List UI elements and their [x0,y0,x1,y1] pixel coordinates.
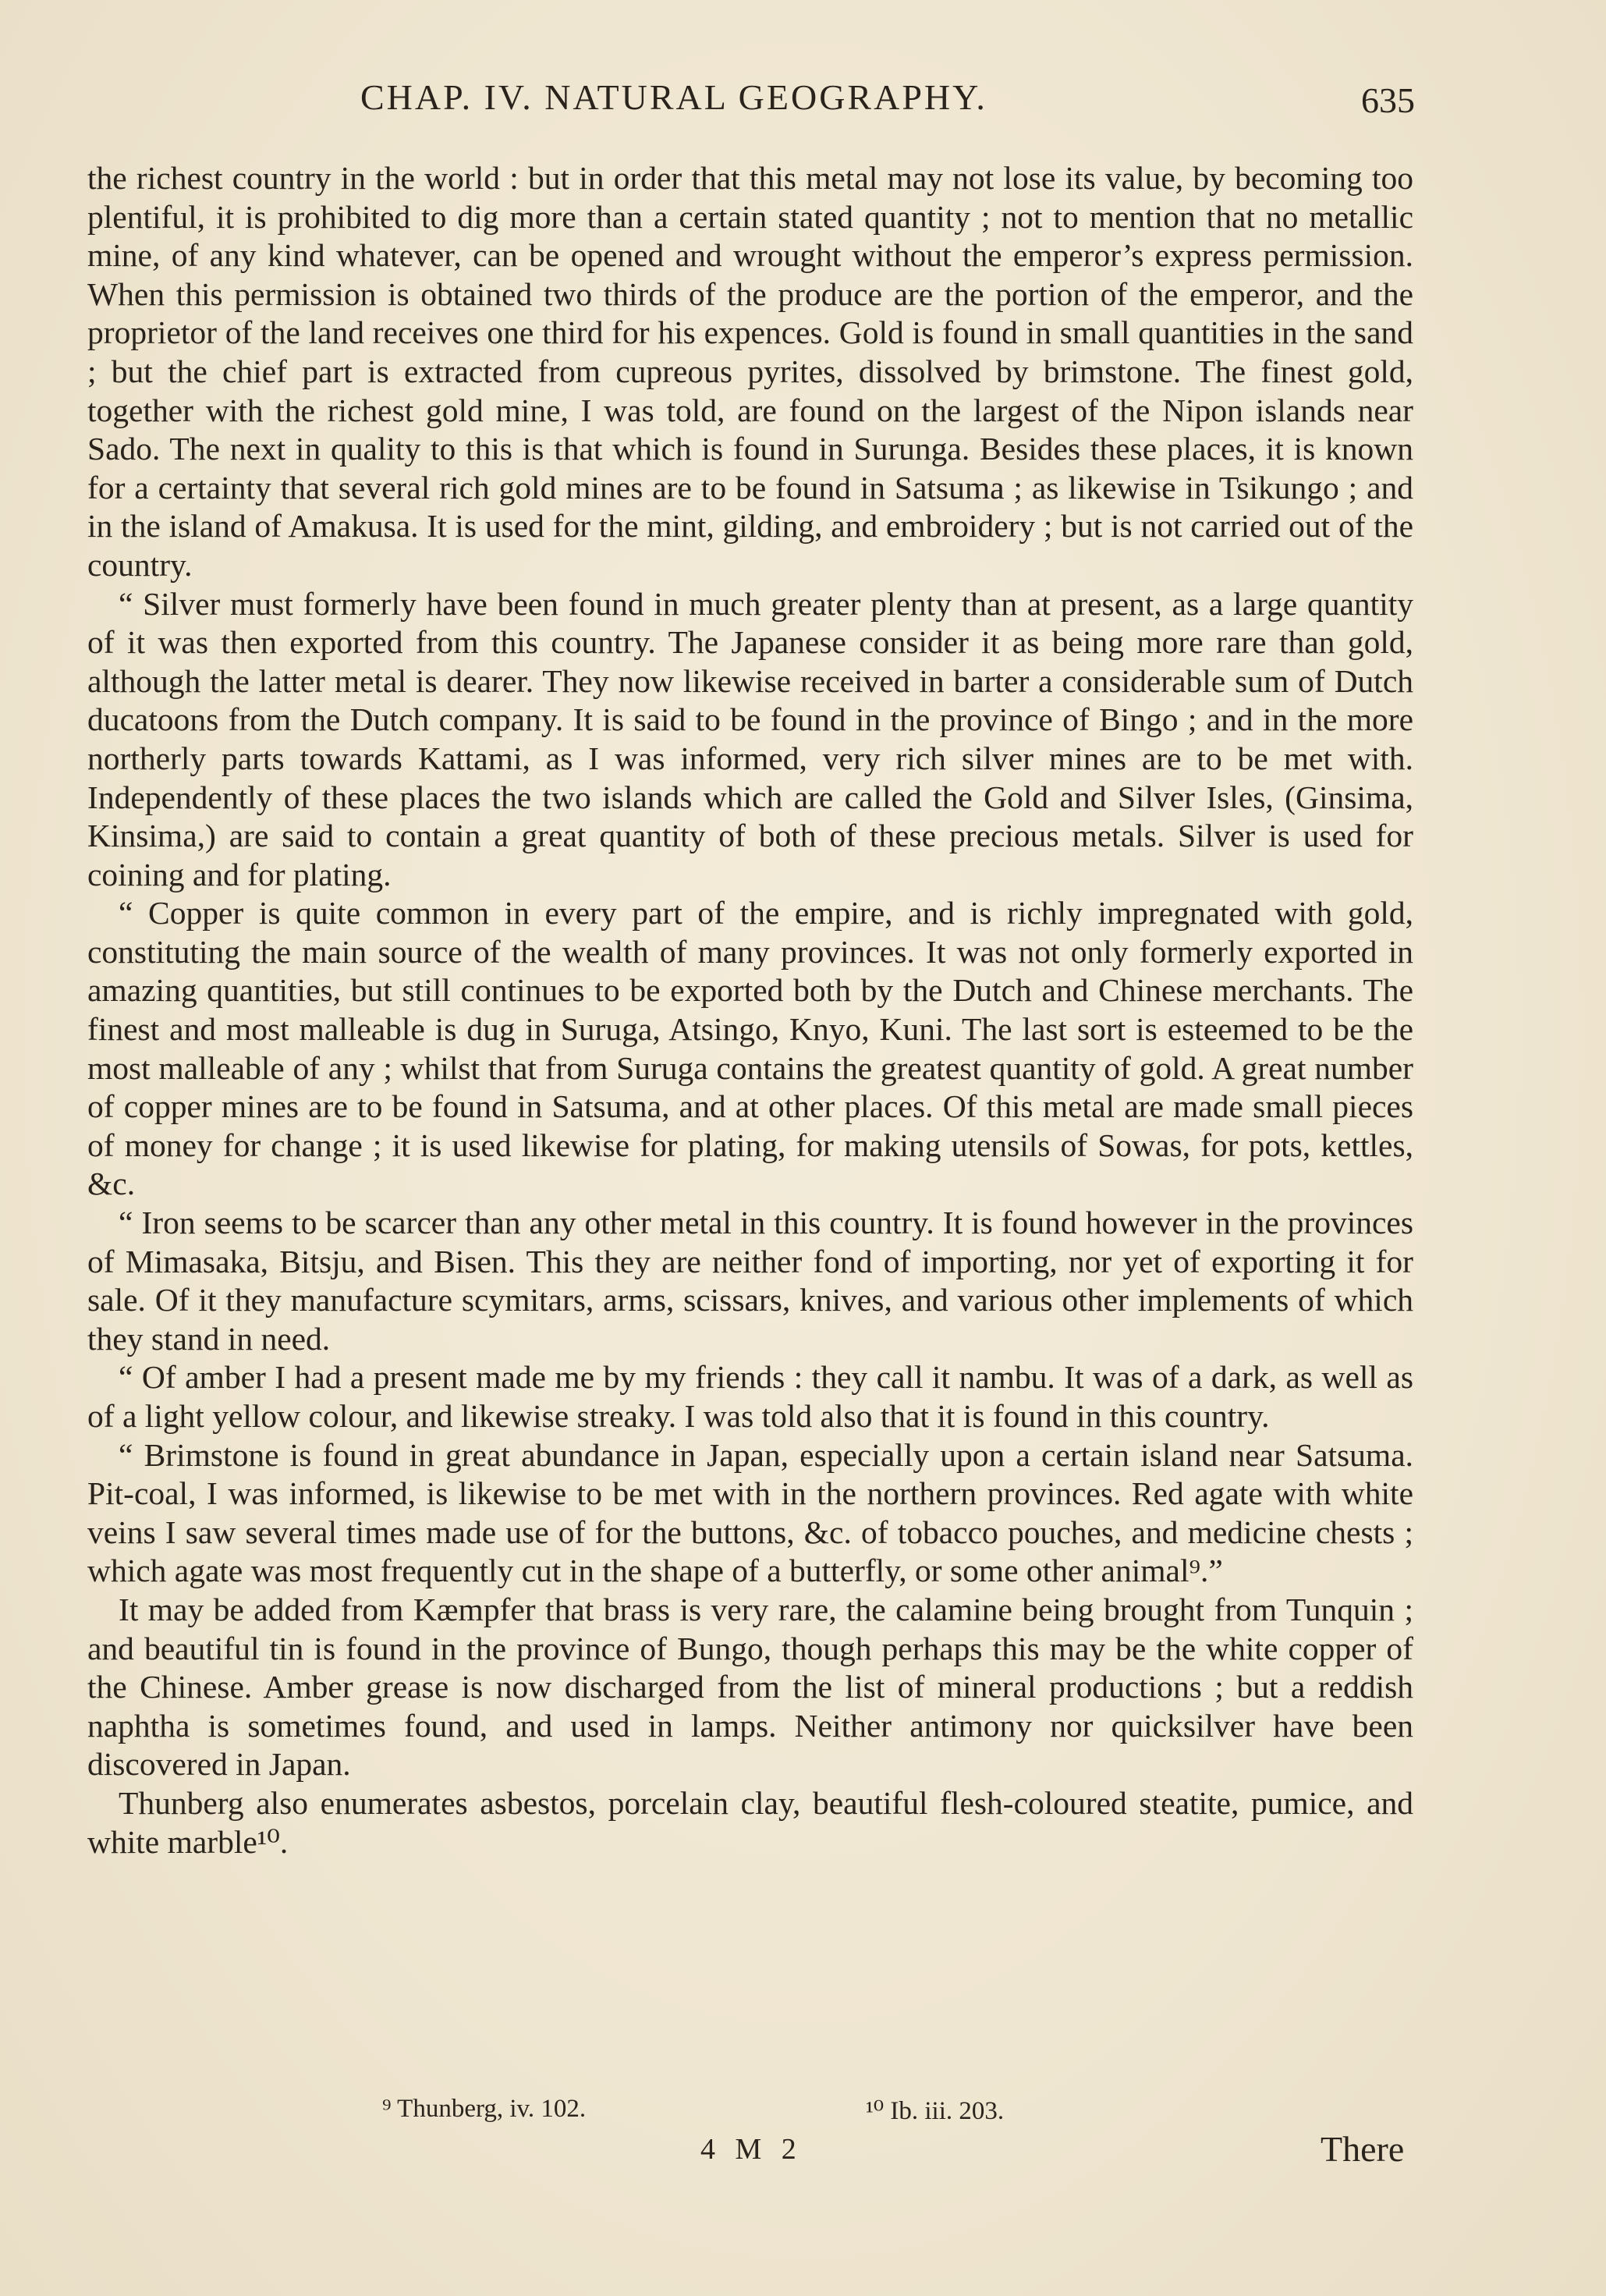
paragraph-thunberg: Thunberg also enumerates asbestos, porcelain clay, beautiful flesh-coloured steatite, pumice, and white marble¹⁰. [87,1784,1413,1860]
footnote-10: ¹⁰ Ib. iii. 203. [866,2097,1005,2125]
paragraph-brimstone: “ Brimstone is found in great abundance in Japan, especially upon a certain island near Satsuma. Pit-coal, I was informed, is likewise to be met with in the northern provinces. Red agate with white veins I saw several times made use of for the buttons, &c. of tobacco pouches, and medicine chests ; which agate was most frequently cut in the shape of a butterfly, or some other animal⁹.” [87,1436,1413,1589]
paragraph-amber: “ Of amber I had a present made me by my friends : they call it nambu. It was of a dark, as well as of a light yellow colour, and likewise streaky. I was told also that it is found in this country. [87,1359,1413,1434]
paragraph-silver: “ Silver must formerly have been found in much greater plenty than at present, as a large quantity of it was then exported from this country. The Japanese consider it as being more rare than gold, although the latter metal is dearer. They now likewise received in barter a considerable sum of Dutch ducatoons from the Dutch company. It is said to be found in the province of Bingo ; and in the more northerly parts towards Kattami, as I was informed, very rich silver mines are to be met with. Independently of these places the two islands which are called the Gold and Silver Isles, (Ginsima, Kinsima,) are said to contain a great quantity of both of these precious metals. Silver is used for coining and for plating. [87,585,1413,892]
running-head [0,76,1606,131]
paragraph-kaempfer: It may be added from Kæmpfer that brass is very rare, the calamine being brought from Tunquin ; and beautiful tin is found in the province of Bungo, though perhaps this may be the white copper of the Chinese. Amber grease is now discharged from the list of mineral productions ; but a reddish naphtha is sometimes found, and used in lamps. Neither antimony nor quicksilver have been discovered in Japan. [87,1591,1413,1783]
paragraph-copper: “ Copper is quite common in every part of the empire, and is richly impregnated with gold, constituting the main source of the wealth of many provinces. It was not only formerly exported in amazing quantities, but still continues to be exported both by the Dutch and Chinese merchants. The finest and most malleable is dug in Suruga, Atsingo, Knyo, Kuni. The last sort is esteemed to be the most malleable of any ; whilst that from Suruga contains the greatest quantity of gold. A great number of copper mines are to be found in Satsuma, and at other places. Of this metal are made small pieces of money for change ; it is used likewise for plating, for making utensils of Sowas, for pots, kettles, &c. [87,895,1413,1202]
page-number: 635 [1361,80,1415,120]
paragraph-iron: “ Iron seems to be scarcer than any other metal in this country. It is found however in the provinces of Mimasaka, Bitsju, and Bisen. This they are neither fond of importing, nor yet of exporting it for sale. Of it they manufacture scymitars, arms, scissars, knives, and various other implements of which they stand in need. [87,1205,1413,1357]
paragraph-gold: the richest country in the world : but in order that this metal may not lose its value, by becoming too plentiful, it is prohibited to dig more than a certain stated quantity ; not to mention that no metallic mine, of any kind whatever, can be opened and wrought without the emperor’s express permission. When this permission is obtained two thirds of the produce are the portion of the emperor, and the proprietor of the land receives one third for his expences. Gold is found in small quantities in the sand ; but the chief part is extracted from cupreous pyrites, dissolved by brimstone. The finest gold, together with the richest gold mine, I was told, are found on the largest of the Nipon islands near Sado. The next in quality to this is that which is found in Surunga. Besides these places, it is known for a certainty that several rich gold mines are to be found in Satsuma ; as likewise in Tsikungo ; and in the island of Amakusa. It is used for the mint, gilding, and embroidery ; but is not carried out of the country. [87,160,1413,583]
printer-signature: 4 M 2 [700,2133,803,2166]
footnote-9: ⁹ Thunberg, iv. 102. [382,2095,587,2123]
catchword: There [1321,2129,1405,2169]
running-title: CHAP. IV. NATURAL GEOGRAPHY. [360,77,987,117]
body-text [87,159,1413,1861]
